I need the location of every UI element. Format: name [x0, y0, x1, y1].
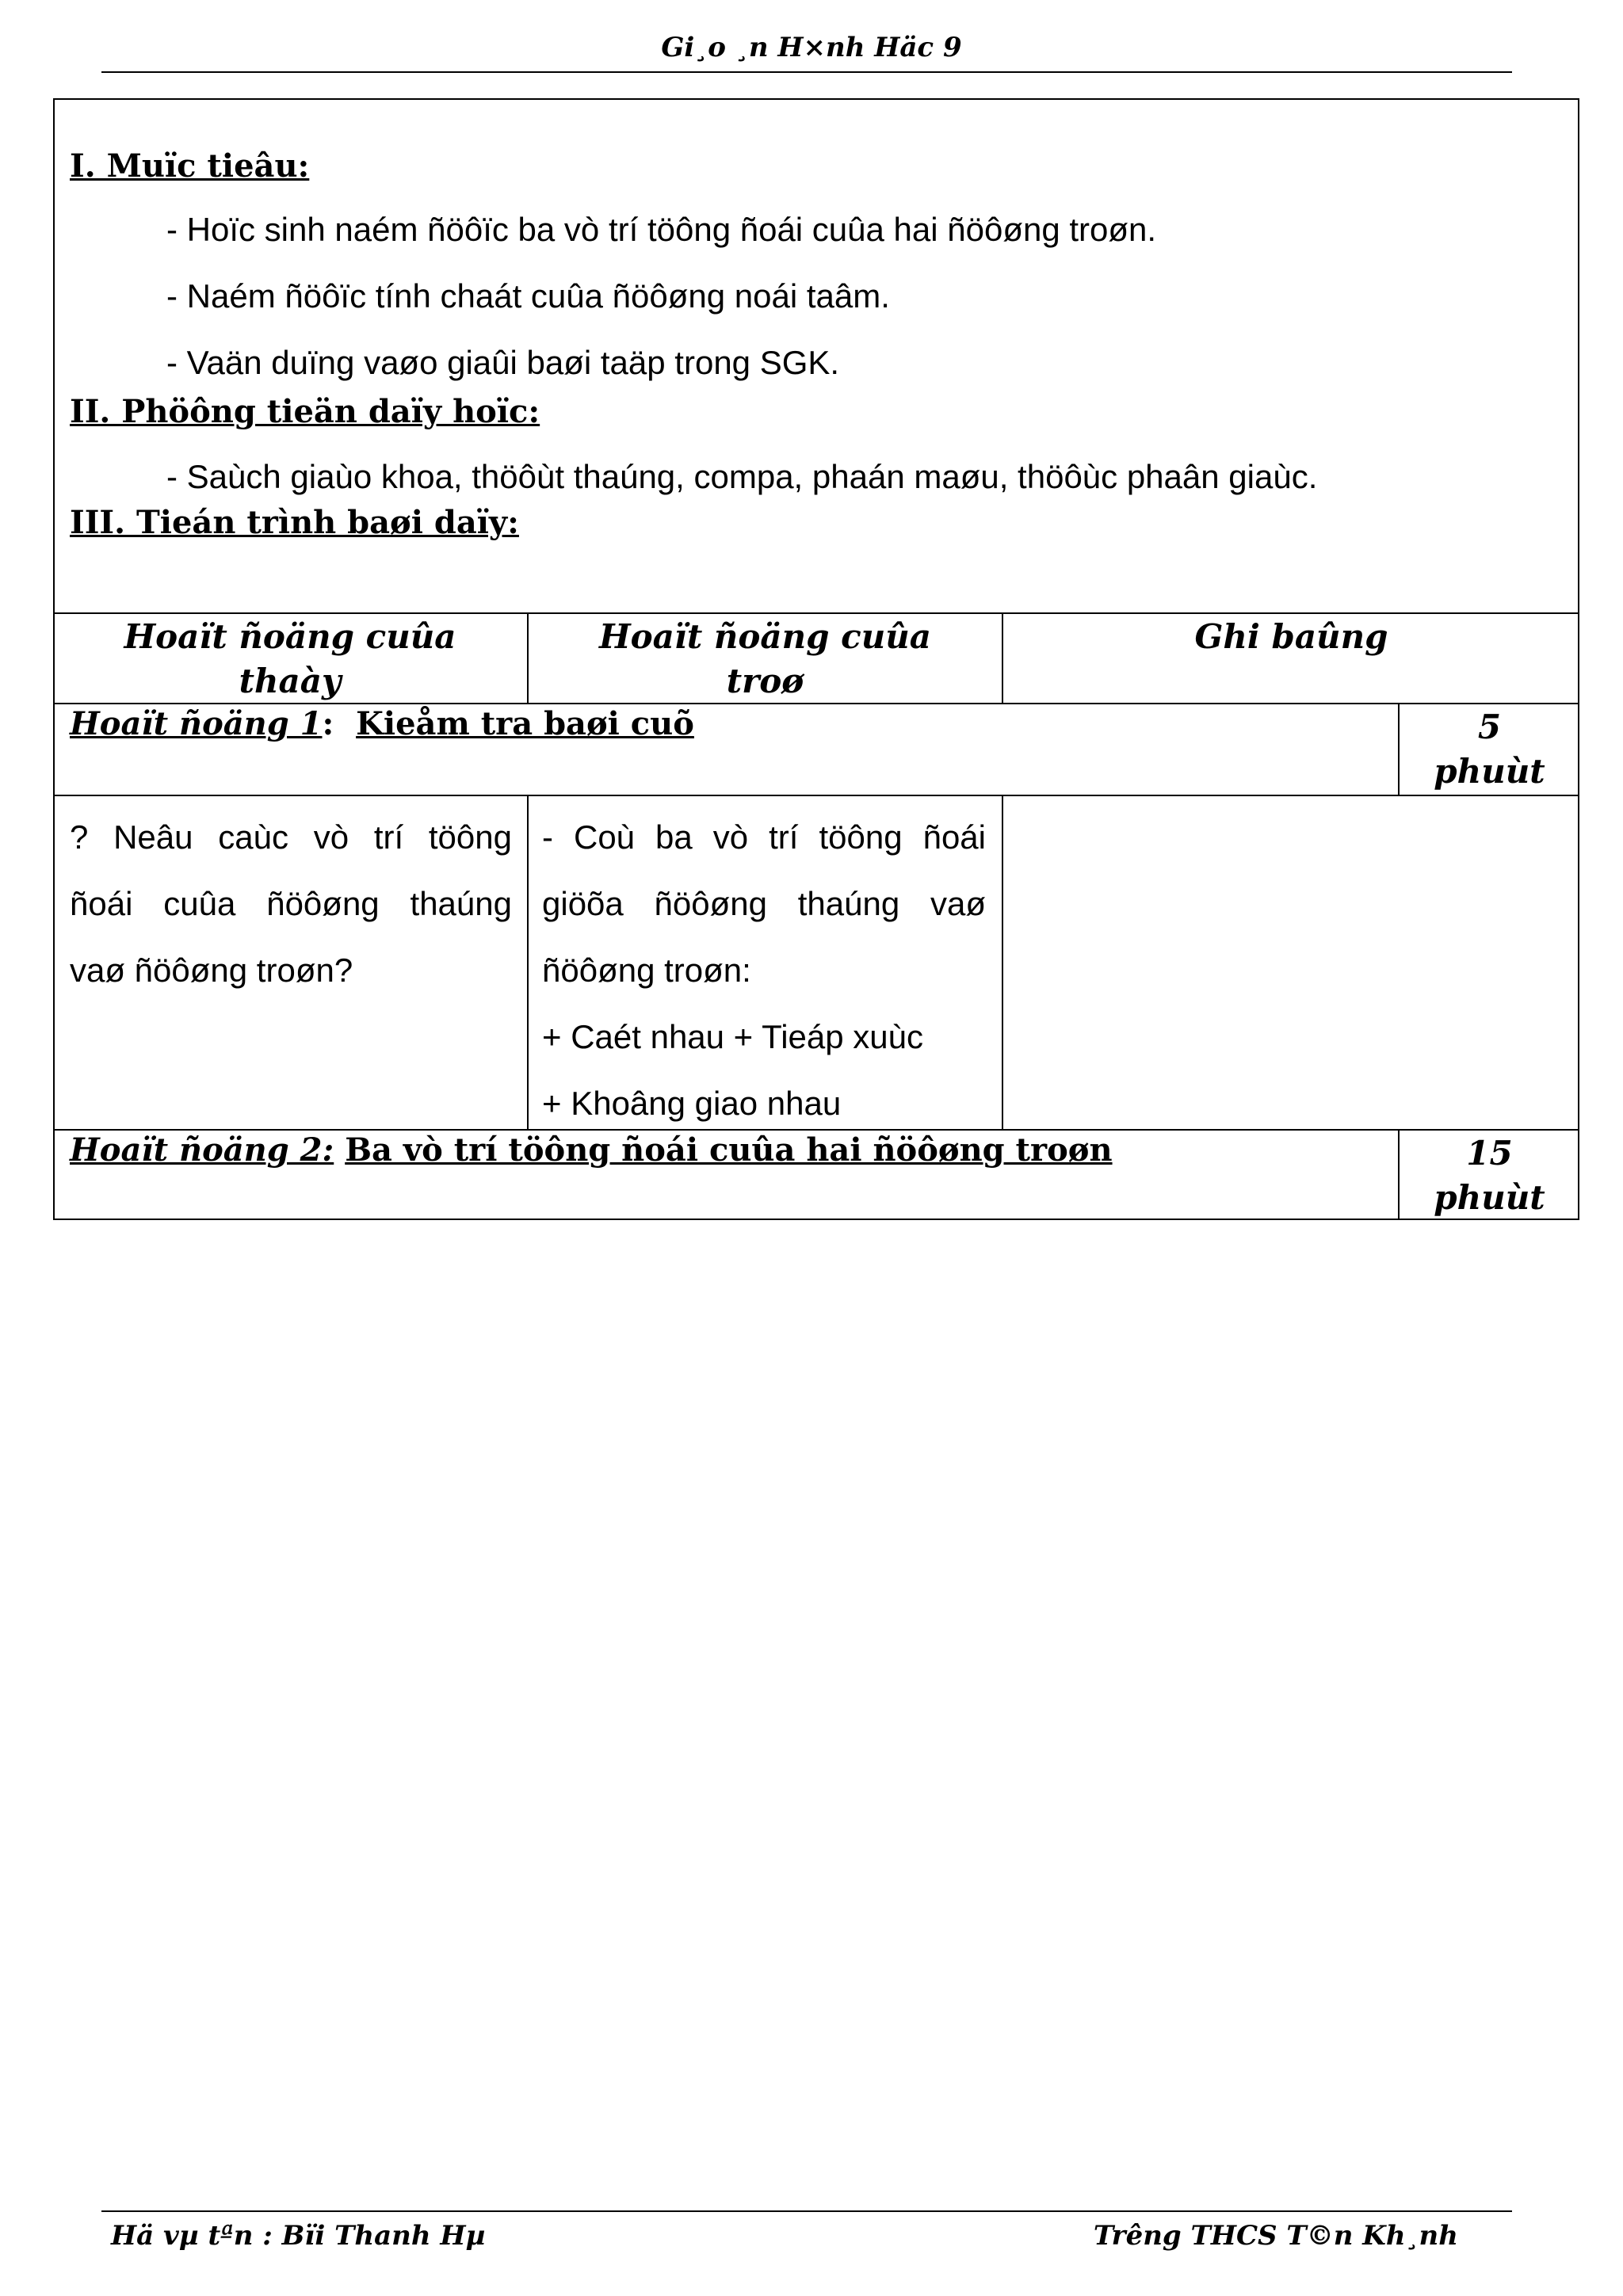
footer-rule [101, 2210, 1512, 2212]
activity1-heading [70, 705, 694, 742]
activity1-title: Kieåm tra baøi cuõ [356, 705, 694, 742]
objective-item: - Vaän duïng vaøo giaûi baøi taäp trong SGK. [166, 344, 840, 381]
objectives-heading: I. Muïc tieâu: [70, 147, 310, 185]
activity2-heading [70, 1131, 1113, 1169]
text-line: + Khoâng giao nhau [542, 1085, 842, 1122]
objective-item: - Naém ñöôïc tính chaát cuûa ñöôøng noái taâm. [166, 277, 890, 315]
header-rule [101, 71, 1512, 73]
text-line: + Caét nhau + Tieáp xuùc [542, 1018, 924, 1055]
page-header-title: Gi¸o ¸n H×nh Häc 9 [661, 32, 962, 63]
column-divider [1002, 795, 1003, 1129]
column-divider [527, 795, 529, 1129]
activity1-separator: : [322, 705, 334, 742]
text-line: giöõa ñöôøng thaúng vaø [542, 885, 986, 922]
time-unit: phuùt [1434, 1178, 1545, 1217]
materials-heading: II. Phöông tieän daïy hoïc: [70, 393, 540, 430]
header-line: Hoaït ñoäng cuûa [598, 617, 932, 656]
text-line: ñoái cuûa ñöôøng thaúng [70, 885, 512, 922]
student-answer [542, 804, 986, 1137]
time-unit: phuùt [1434, 752, 1545, 791]
activity1-rule [53, 795, 1579, 796]
teacher-activity-header [53, 615, 527, 704]
header-line: thaày [239, 662, 342, 700]
table-top-rule [53, 612, 1579, 614]
activity1-time [1400, 705, 1579, 794]
text-line: ñöôøng troøn: [542, 952, 751, 989]
text-line: ? Neâu caùc vò trí töông [70, 818, 512, 856]
header-line: troø [726, 662, 804, 700]
materials-item: - Saùch giaùo khoa, thöôùt thaúng, compa, phaán maøu, thöôùc phaân giaùc. [166, 458, 1318, 495]
text-line: - Coù ba vò trí töông ñoái [542, 818, 986, 856]
activity1-label: Hoaït ñoäng 1 [70, 705, 323, 742]
activity2-time [1400, 1131, 1579, 1220]
student-activity-header [529, 615, 1002, 704]
footer-school: Trêng THCS T©n Kh¸nh [1093, 2220, 1458, 2252]
header-line: Hoaït ñoäng cuûa [124, 617, 456, 656]
board-header: Ghi baûng [1194, 617, 1388, 656]
activity2-title: Ba vò trí töông ñoái cuûa hai ñöôøng troøn [345, 1131, 1113, 1169]
objective-item: - Hoïc sinh naém ñöôïc ba vò trí töông ñoái cuûa hai ñöôøng troøn. [166, 211, 1157, 248]
process-heading: III. Tieán trình baøi daïy: [70, 504, 519, 541]
time-value: 15 [1466, 1134, 1513, 1173]
text-line: vaø ñöôøng troøn? [70, 952, 353, 989]
time-value: 5 [1477, 707, 1502, 746]
activity2-label: Hoaït ñoäng 2: [70, 1131, 334, 1169]
footer-author: Hä vµ tªn : Bïi Thanh Hµ [111, 2220, 486, 2252]
teacher-question [70, 804, 512, 1004]
